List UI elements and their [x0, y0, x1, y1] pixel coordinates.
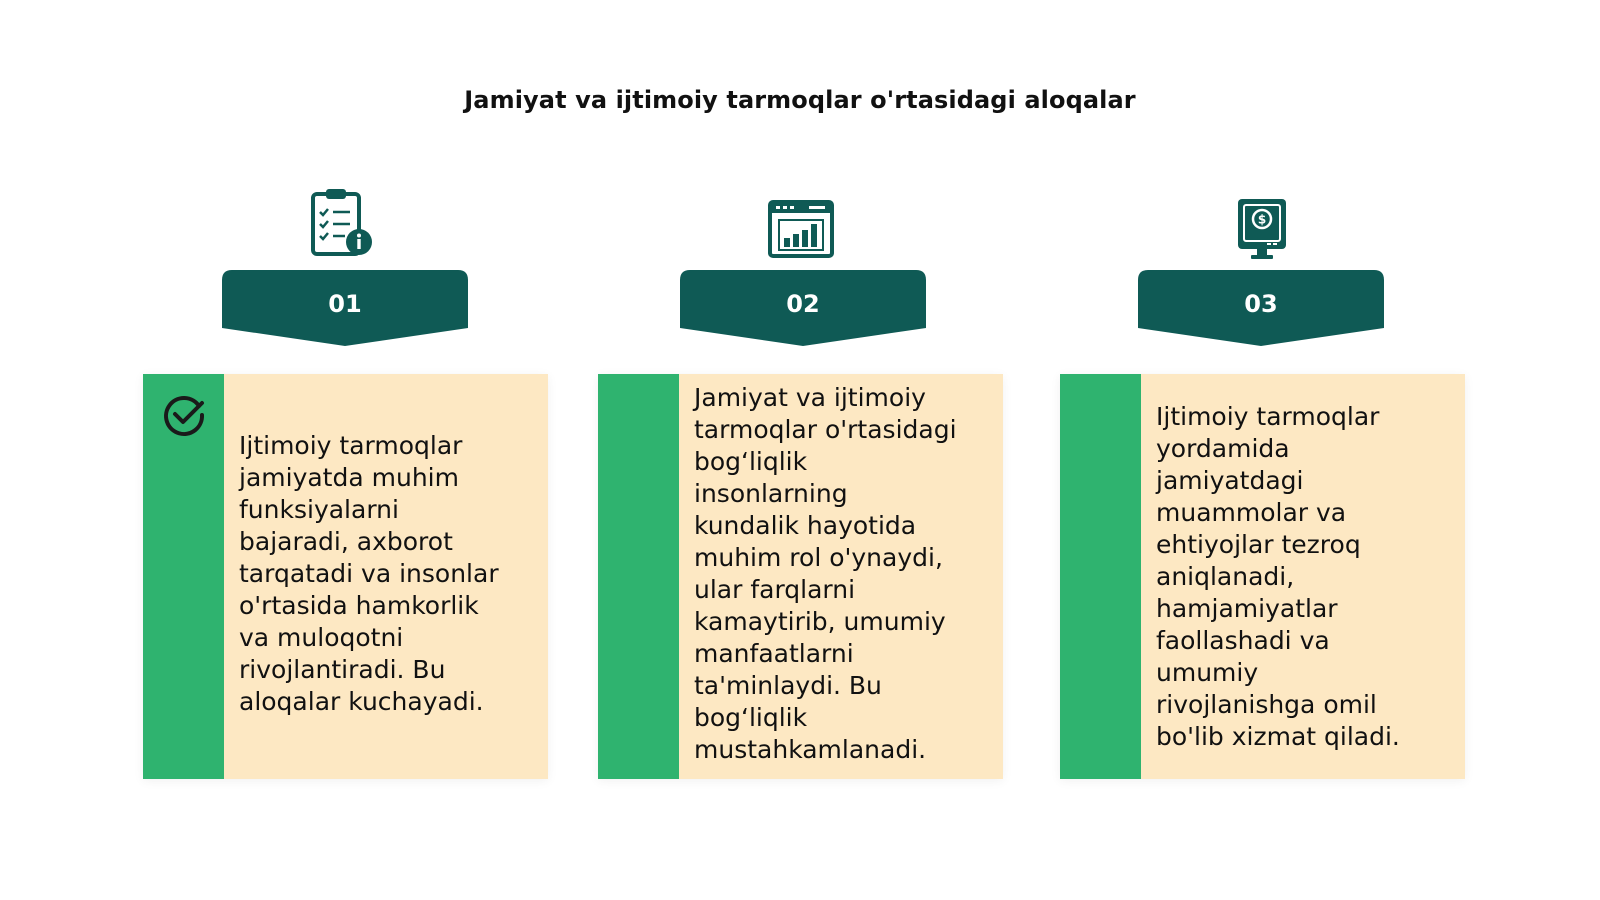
- info-card-02: [598, 374, 1003, 779]
- browser-bar-chart-icon: [761, 192, 841, 272]
- check-circle-icon: [161, 392, 207, 438]
- card-body-text: Ijtimoiy tarmoqlar yordamida jamiyatdagi muammolar va ehtiyojlar tezroq aniqlanadi, hamjamiyatlar faollashadi va umumiy rivojlanishga omil bo'lib xizmat qiladi.: [1156, 402, 1400, 751]
- step-badge-03: [1138, 270, 1384, 350]
- info-card-03: [1060, 374, 1465, 779]
- step-number: 02: [786, 290, 820, 318]
- card-accent-stripe: [1060, 374, 1141, 779]
- step-number: 01: [328, 290, 362, 318]
- monitor-dollar-icon: [1221, 190, 1301, 270]
- card-body-text: Jamiyat va ijtimoiy tarmoqlar o'rtasidagi bog‘liqlik insonlarning kundalik hayotida muhim rol o'ynaydi, ular farqlarni kamaytirib, umumiy manfaatlarni ta'minlaydi. Bu bog‘liqlik mustahkamlanadi.: [694, 383, 957, 764]
- clipboard-checklist-info-icon: [305, 186, 385, 266]
- page-title: Jamiyat va ijtimoiy tarmoqlar o'rtasidagi aloqalar: [464, 86, 1136, 114]
- step-badge-01: [222, 270, 468, 350]
- card-accent-stripe: [598, 374, 679, 779]
- info-card-01: [143, 374, 548, 779]
- card-body-text: Ijtimoiy tarmoqlar jamiyatda muhim funksiyalarni bajaradi, axborot tarqatadi va insonlar o'rtasida hamkorlik va muloqotni rivojlantiradi. Bu aloqalar kuchayadi.: [239, 431, 499, 716]
- svg-text:$: $: [1257, 212, 1267, 227]
- step-badge-02: [680, 270, 926, 350]
- step-number: 03: [1244, 290, 1278, 318]
